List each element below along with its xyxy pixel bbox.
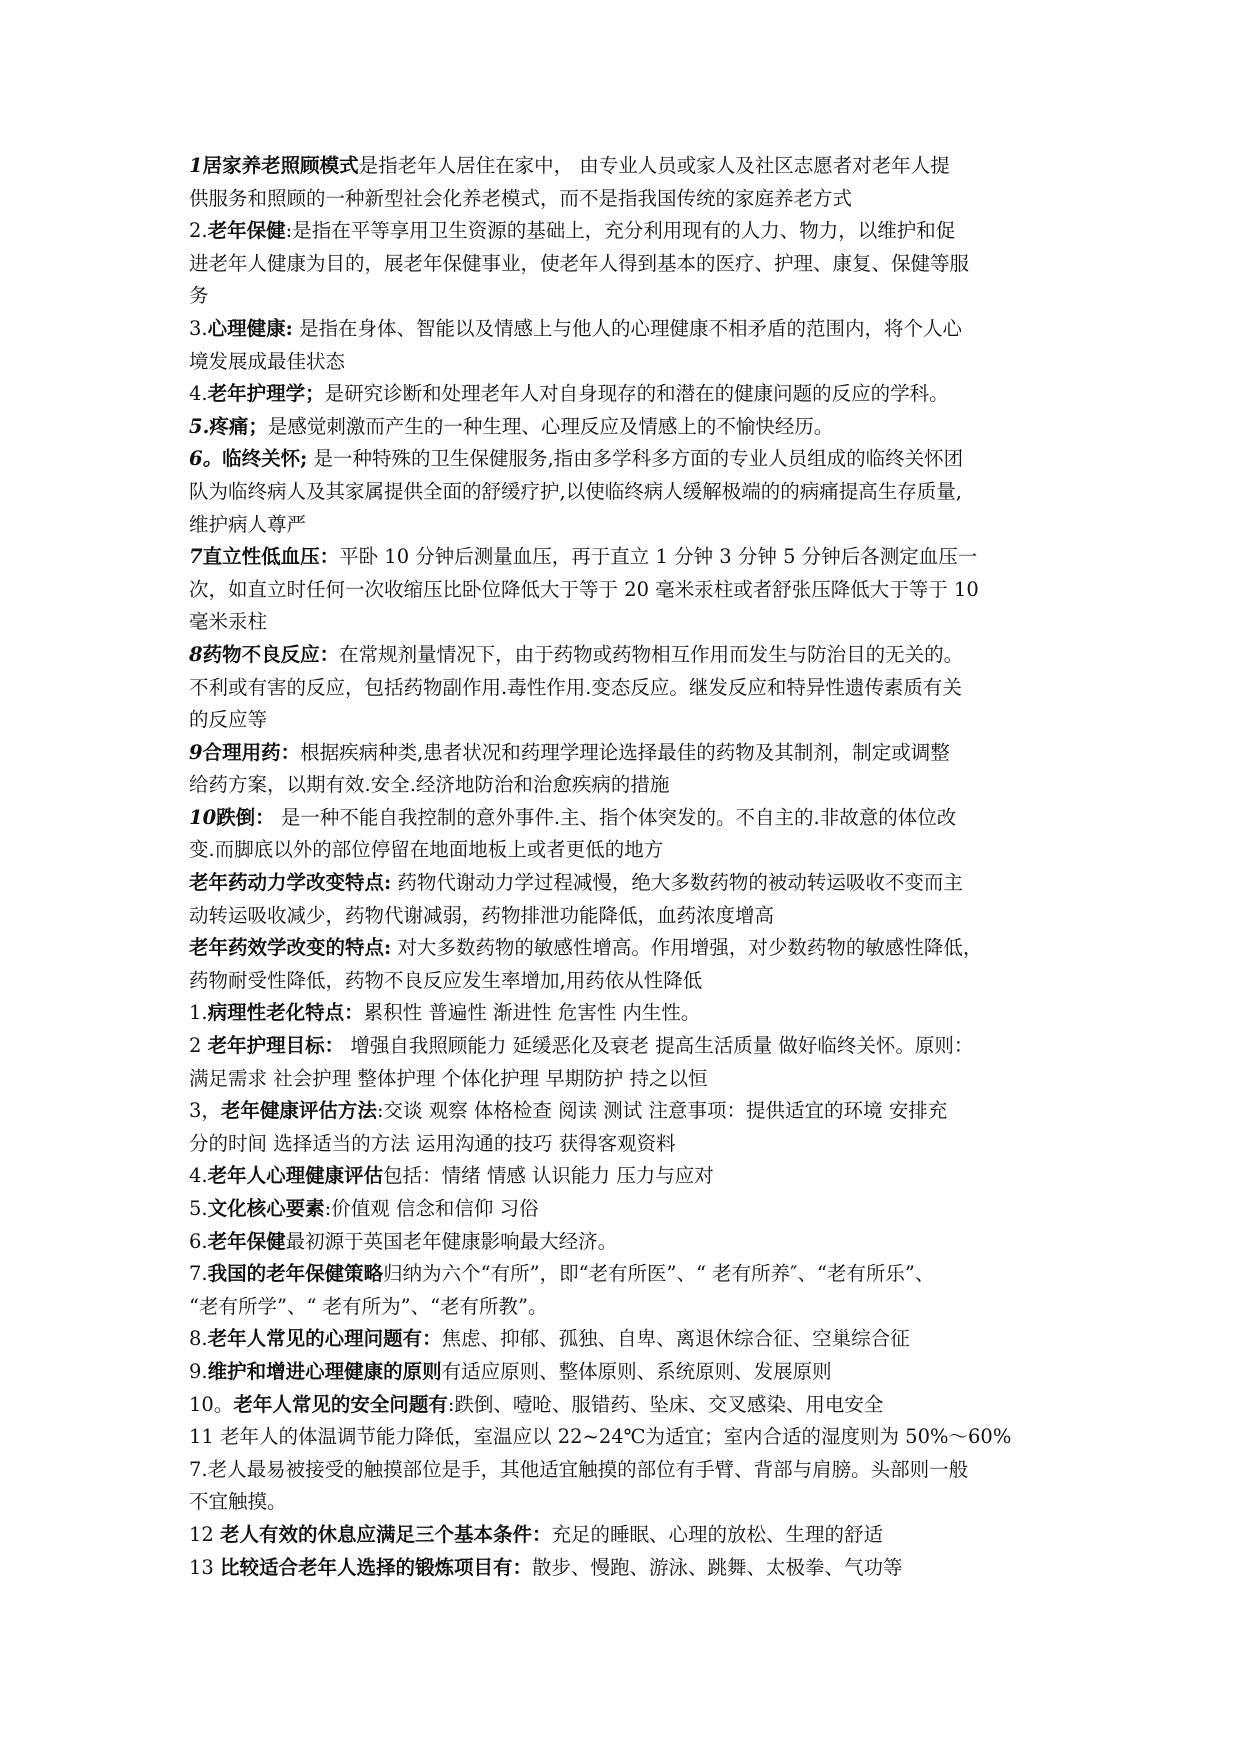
text-line [189,1454,1059,1487]
body-text: 队为临终病人及其家属提供全面的舒缓疗护,以使临终病人缓解极端的的病痛提高生存质量, [189,479,962,503]
body-text: 有适应原则、整体原则、系统原则、发展原则 [441,1359,832,1383]
text-line [189,346,1059,379]
item-number: 12 [189,1522,221,1546]
paragraph [189,150,1059,215]
term-heading: 维护和增进心理健康的原则 [207,1359,442,1383]
body-text: 供服务和照顾的一种新型社会化养老模式，而不是指我国传统的家庭养老方式 [189,186,853,210]
body-text: 动转运吸收减少，药物代谢减弱，药物排泄功能降低，血药浓度增高 [189,903,775,927]
body-text: 给药方案，以期有效.安全.经济地防治和治愈疾病的措施 [189,773,670,797]
text-line [189,1030,1059,1063]
term-heading: 直立性低血压： [202,545,340,569]
text-line [189,900,1059,933]
text-line [189,1323,1059,1356]
term-heading: 老年健康评估方法 [220,1099,377,1123]
term-heading: 疼痛； [209,414,268,438]
term-heading: 合理用药： [202,740,301,764]
text-line [189,834,1059,867]
body-text: 不宜触摸。 [189,1490,287,1514]
term-heading: 老年人常见的心理问题有： [207,1327,442,1351]
body-text: 是指在身体、智能以及情感上与他人的心理健康不相矛盾的范围内，将个人心 [292,316,963,340]
item-number: 2 [189,1034,208,1058]
item-number: 7 [189,545,203,569]
item-number: 6。 [189,447,223,471]
item-number: 1 [189,154,203,177]
text-line [189,215,1059,248]
item-number: 4. [189,382,208,406]
body-text: 11 老年人的体温调节能力降低，室温应以 22~24℃为适宜；室内合适的湿度则为 50%～60% [189,1425,1012,1449]
term-heading: 老年人心理健康评估 [207,1164,384,1188]
text-line [189,1486,1059,1519]
text-line [189,313,1059,346]
item-number: 8 [189,642,203,666]
text-line [189,574,1059,607]
text-line [189,1291,1059,1324]
text-line [189,1552,1059,1585]
text-line [189,476,1059,509]
body-text: 药物耐受性降低，药物不良反应发生率增加,用药依从性降低 [189,968,703,992]
paragraph [189,1519,1059,1552]
body-text: 7.老人最易被接受的触摸部位是手，其他适宜触摸的部位有手臂、背部与肩膀。头部则一般 [189,1457,969,1481]
text-line [189,802,1059,835]
item-number: 10。 [189,1392,234,1416]
term-heading: 比较适合老年人选择的锻炼项目有： [220,1555,533,1579]
item-number: 4. [189,1164,208,1188]
body-text: 对大多数药物的敏感性增高。作用增强，对少数药物的敏感性降低， [391,936,983,960]
body-text: 充足的睡眠、心理的放松、生理的舒适 [551,1522,884,1546]
text-line [189,737,1059,770]
paragraph [189,1323,1059,1356]
text-line [189,378,1059,411]
term-heading: 心理健康: [207,316,293,340]
item-number: 6. [189,1229,208,1253]
text-line [189,606,1059,639]
body-text: :价值观 信念和信仰 习俗 [324,1197,539,1220]
text-line [189,411,1059,444]
term-heading: 药物不良反应： [202,642,340,666]
paragraph [189,639,1059,737]
item-number: 7. [189,1262,208,1286]
text-line [189,672,1059,705]
text-line [189,1356,1059,1389]
term-heading: 临终关怀; [222,447,308,471]
body-text: 进老年人健康为目的，展老年保健事业，使老年人得到基本的医疗、护理、康复、保健等服 [189,251,970,275]
item-number: 3， [189,1099,221,1123]
text-line [189,1421,1059,1454]
term-heading: 老年护理目标： [207,1034,345,1058]
body-text: 根据疾病种类,患者状况和药理学理论选择最佳的药物及其制剂，制定或调整 [300,740,950,764]
term-heading: 老年药效学改变的特点: [189,936,392,960]
body-text: 散步、慢跑、游泳、跳舞、太极拳、气功等 [532,1555,903,1579]
item-number: 9 [189,740,203,764]
body-text: 包括：情绪 情感 认识能力 压力与应对 [383,1164,714,1188]
text-line [189,1258,1059,1291]
text-line [189,183,1059,216]
term-heading: 跌倒： [216,805,275,829]
body-text: 在常规剂量情况下，由于药物或药物相互作用而发生与防治目的无关的。 [339,642,964,666]
text-line [189,1519,1059,1552]
term-heading: 病理性老化特点： [207,1001,364,1025]
body-text: 是一种特殊的卫生保健服务,指由多学科多方面的专业人员组成的临终关怀团 [307,447,964,471]
body-text: 满足需求 社会护理 整体护理 个体化护理 早期防护 持之以恒 [189,1066,708,1090]
term-heading: 老人有效的休息应满足三个基本条件： [220,1522,552,1546]
text-line [189,1160,1059,1193]
text-line [189,769,1059,802]
term-heading: 居家养老照顾模式 [202,154,359,177]
body-text: 是指老年人居住在家中， 由专业人员或家人及社区志愿者对老年人提 [358,154,950,177]
body-text: 平卧 10 分钟后测量血压，再于直立 1 分钟 3 分钟 5 分钟后各测定血压一 [339,545,978,569]
body-text: 归纳为六个“有所”，即“老有所医”、“ 老有所养″、“老有所乐”、 [383,1262,935,1286]
paragraph [189,1258,1059,1323]
body-text: 不利或有害的反应，包括药物副作用.毒性作用.变态反应。继发反应和特异性遗传素质有关 [189,675,962,699]
body-text: 增强自我照顾能力 延缓恶化及衰老 提高生活质量 做好临终关怀。原则： [344,1034,974,1058]
paragraph [189,1389,1059,1422]
term-heading: 老年药动力学改变特点: [189,871,392,895]
body-text: 是一种不能自我控制的意外事件.主、指个体突发的。不自主的.非故意的体位改 [274,805,957,829]
body-text: 是感觉刺激而产生的一种生理、心理反应及情感上的不愉快经历。 [267,414,834,438]
paragraph [189,541,1059,639]
item-number: 10 [189,805,217,829]
paragraph [189,1095,1059,1160]
paragraph [189,1454,1059,1519]
paragraph [189,737,1059,802]
text-line [189,1226,1059,1259]
item-number: 8. [189,1327,208,1351]
item-number: 5. [189,414,210,438]
body-text: 次，如直立时任何一次收缩压比卧位降低大于等于 20 毫米汞柱或者舒张压降低大于等于 10 [189,577,979,601]
paragraph [189,802,1059,867]
term-heading: 文化核心要素 [207,1197,325,1220]
body-text: :交谈 观察 体格检查 阅读 测试 注意事项：提供适宜的环境 安排充 [376,1099,948,1123]
item-number: 9. [189,1359,208,1383]
term-heading: 老年保健 [207,1229,286,1253]
text-line [189,1193,1059,1226]
body-text: 是研究诊断和处理老年人对自身现存的和潜在的健康问题的反应的学科。 [324,382,949,406]
body-text: 的反应等 [189,708,268,732]
paragraph [189,313,1059,378]
paragraph [189,1552,1059,1585]
body-text: :跌倒、噎呛、服错药、坠床、交叉感染、用电安全 [447,1392,884,1416]
paragraph [189,1356,1059,1389]
text-line [189,280,1059,313]
document-page [189,150,1059,1584]
body-text: “老有所学”、“ 老有所为”、“老有所教”。 [189,1294,548,1318]
body-text: 焦虑、抑郁、孤独、自卑、离退休综合征、空巢综合征 [441,1327,910,1351]
text-line [189,443,1059,476]
item-number: 3. [189,316,208,340]
text-line [189,965,1059,998]
text-line [189,541,1059,574]
paragraph [189,215,1059,313]
body-text: 累积性 普遍性 渐进性 危害性 内生性。 [363,1001,701,1025]
paragraph [189,1226,1059,1259]
text-line [189,509,1059,542]
text-line [189,639,1059,672]
text-line [189,1128,1059,1161]
text-line [189,1389,1059,1422]
body-text: 最初源于英国老年健康影响最大经济。 [285,1229,618,1253]
item-number: 2. [189,219,208,243]
body-text: :是指在平等享用卫生资源的基础上，充分利用现有的人力、物力，以维护和促 [285,219,956,243]
body-text: 务 [189,284,209,308]
body-text: 境发展成最佳状态 [189,349,346,373]
paragraph [189,1160,1059,1193]
item-number: 13 [189,1555,221,1579]
body-text: 毫米汞柱 [189,610,268,634]
paragraph [189,932,1059,997]
body-text: 变.而脚底以外的部位停留在地面地板上或者更低的地方 [189,838,664,862]
paragraph [189,1030,1059,1095]
paragraph [189,867,1059,932]
text-line [189,1095,1059,1128]
text-line [189,867,1059,900]
paragraph [189,411,1059,444]
paragraph [189,1421,1059,1454]
text-line [189,150,1059,183]
body-text: 分的时间 选择适当的方法 运用沟通的技巧 获得客观资料 [189,1131,676,1155]
text-line [189,1063,1059,1096]
paragraph [189,443,1059,541]
item-number: 5. [189,1197,208,1220]
text-line [189,997,1059,1030]
term-heading: 老年保健 [207,219,286,243]
term-heading: 我国的老年保健策略 [207,1262,384,1286]
body-text: 维护病人尊严 [189,512,307,536]
term-heading: 老年护理学； [207,382,325,406]
text-line [189,704,1059,737]
paragraph [189,378,1059,411]
term-heading: 老年人常见的安全问题有 [233,1392,448,1416]
item-number: 1. [189,1001,208,1025]
paragraph [189,997,1059,1030]
text-line [189,932,1059,965]
paragraph [189,1193,1059,1226]
body-text: 药物代谢动力学过程减慢，绝大多数药物的被动转运吸收不变而主 [391,871,963,895]
text-line [189,248,1059,281]
